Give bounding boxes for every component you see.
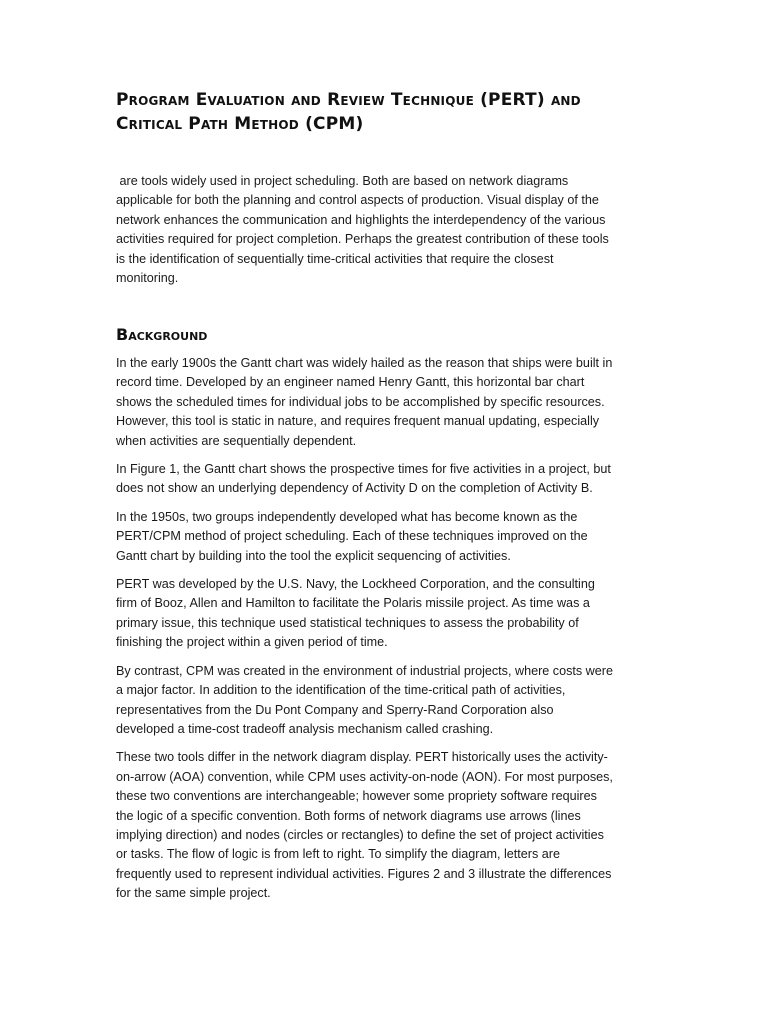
text-line: when activities are sequentially dependent. — [116, 433, 357, 448]
text-line: These two tools differ in the network diagram display. PERT historically uses the activity- — [116, 750, 608, 765]
text-line: activities required for project completion. Perhaps the greatest contribution of these tools — [116, 232, 609, 247]
text-line: primary issue, this technique used statistical techniques to assess the probability of — [116, 615, 579, 630]
body-paragraph — [116, 460, 656, 499]
text-line: shows the scheduled times for individual jobs to be accomplished by specific resources. — [116, 394, 605, 409]
text-line: are tools widely used in project scheduling. Both are based on network diagrams — [116, 174, 569, 188]
text-line: PERT was developed by the U.S. Navy, the Lockheed Corporation, and the consulting — [116, 577, 595, 592]
text-line: In Figure 1, the Gantt chart shows the prospective times for five activities in a project, but — [116, 462, 611, 477]
text-line: these two conventions are interchangeable; however some propriety software requires — [116, 789, 597, 804]
title-line: Critical Path Method (CPM) — [116, 114, 364, 134]
text-line: for the same simple project. — [116, 886, 271, 901]
body-paragraph — [116, 508, 656, 566]
text-line: finishing the project within a given period of time. — [116, 635, 388, 650]
background-section-body — [116, 354, 656, 913]
text-line: is the identification of sequentially time-critical activities that require the closest — [116, 251, 554, 266]
text-line: applicable for both the planning and control aspects of production. Visual display of the — [116, 193, 599, 208]
document-title — [116, 88, 656, 136]
text-line: Gantt chart by building into the tool the explicit sequencing of activities. — [116, 548, 511, 563]
text-line: By contrast, CPM was created in the environment of industrial projects, where costs were — [116, 663, 613, 678]
body-paragraph — [116, 748, 656, 903]
text-line: a major factor. In addition to the identification of the time-critical path of activities, — [116, 683, 566, 698]
text-line: monitoring. — [116, 271, 179, 286]
intro-paragraph — [116, 172, 656, 288]
title-line: Program Evaluation and Review Technique (PERT) and — [116, 90, 581, 110]
text-line: network enhances the communication and highlights the interdependency of the various — [116, 212, 606, 227]
text-line: does not show an underlying dependency of Activity D on the completion of Activity B. — [116, 481, 593, 496]
text-line: However, this tool is static in nature, and requires frequent manual updating, especially — [116, 414, 600, 429]
text-line: on-arrow (AOA) convention, while CPM uses activity-on-node (AON). For most purposes, — [116, 769, 613, 784]
section-heading-background: Background — [116, 325, 208, 344]
body-paragraph — [116, 354, 656, 451]
text-line: frequently used to represent individual activities. Figures 2 and 3 illustrate the differences — [116, 866, 612, 881]
body-paragraph — [116, 575, 656, 653]
text-line: In the early 1900s the Gantt chart was widely hailed as the reason that ships were built in — [116, 356, 613, 370]
text-line: record time. Developed by an engineer named Henry Gantt, this horizontal bar chart — [116, 375, 585, 390]
text-line: firm of Booz, Allen and Hamilton to facilitate the Polaris missile project. As time was a — [116, 596, 590, 611]
text-line: the logic of a specific convention. Both forms of network diagrams use arrows (lines — [116, 808, 581, 823]
text-line: representatives from the Du Pont Company and Sperry-Rand Corporation also — [116, 702, 554, 717]
body-paragraph — [116, 662, 656, 740]
text-line: In the 1950s, two groups independently developed what has become known as the — [116, 509, 578, 524]
text-line: implying direction) and nodes (circles or rectangles) to define the set of project activities — [116, 827, 604, 842]
text-line: developed a time-cost tradeoff analysis mechanism called crashing. — [116, 721, 494, 736]
text-line: PERT/CPM method of project scheduling. Each of these techniques improved on the — [116, 529, 588, 544]
text-line: or tasks. The flow of logic is from left to right. To simplify the diagram, letters are — [116, 847, 560, 862]
document-content — [116, 88, 656, 901]
